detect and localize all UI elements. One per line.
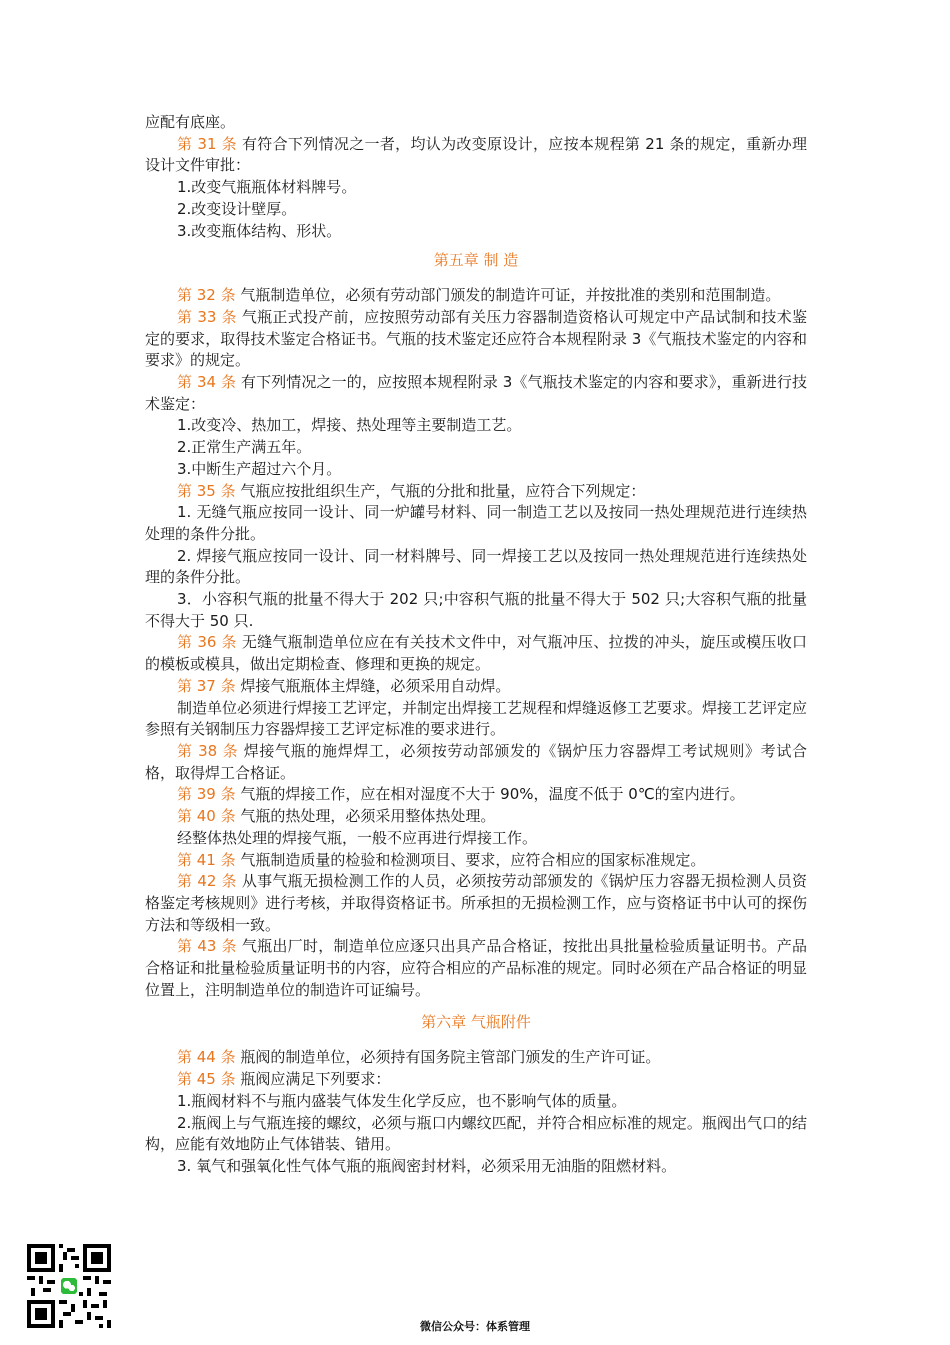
article-number: 第 38 条 [177,741,239,760]
article-text: 瓶阀应满足下列要求： [240,1070,391,1089]
article-text: 焊接气瓶的施焊焊工，必须按劳动部颁发的《锅炉压力容器焊工考试规则》考试合格，取得焊工合格证。 [145,741,807,782]
paragraph: 经整体热处理的焊接气瓶，一般不应再进行焊接工作。 [177,828,538,847]
article-36 [145,632,807,675]
article-text: 气瓶出厂时，制造单位应逐只出具产品合格证，按批出具批量检验质量证明书。产品合格证和批量检验质量证明书的内容，应符合相应的产品标准的规定。同时必须在产品合格证的明显位置上，注明制造单位的制造许可证编号。 [145,937,807,999]
article-text: 从事气瓶无损检测工作的人员，必须按劳动部颁发的《锅炉压力容器无损检测人员资格鉴定考核规则》进行考核，并取得资格证书。所承担的无损检测工作，应与资格证书中认可的探伤方法和等级相一致。 [145,872,807,934]
article-31 [145,134,807,177]
article-number: 第 32 条 [177,286,236,305]
article-number: 第 41 条 [177,850,236,869]
list-item: 3.中断生产超过六个月。 [177,459,342,478]
wechat-qr-code-icon [27,1244,111,1328]
list-item: 3．小容积气瓶的批量不得大于 202 只;中容积气瓶的批量不得大于 502 只;大容积气瓶的批量不得大于 50 只. [145,590,807,630]
chapter-heading: 第五章 制 造 [433,251,519,270]
list-item: 1. 无缝气瓶应按同一设计、同一炉罐号材料、同一制造工艺以及按同一热处理规范进行连续热处理的条件分批。 [145,503,807,543]
article-number: 第 40 条 [177,807,236,826]
article-number: 第 43 条 [177,937,237,956]
article-number: 第 34 条 [177,373,237,392]
article-text: 气瓶的热处理，必须采用整体热处理。 [240,807,496,826]
article-number: 第 42 条 [177,872,237,891]
article-number: 第 31 条 [177,134,237,153]
article-32 [145,285,807,307]
article-text: 瓶阀的制造单位，必须持有国务院主管部门颁发的生产许可证。 [240,1048,661,1067]
article-41 [145,850,807,872]
list-item: 3.改变瓶体结构、形状。 [177,221,342,240]
article-37 [145,676,807,698]
article-40 [145,806,807,828]
article-text: 气瓶的焊接工作，应在相对湿度不大于 90%，温度不低于 0℃的室内进行。 [240,785,745,804]
article-38 [145,741,807,784]
article-text: 有下列情况之一的，应按照本规程附录 3《气瓶技术鉴定的内容和要求》，重新进行技术鉴定： [145,373,807,413]
article-39 [145,784,807,806]
footer-caption: 微信公众号：体系管理 [420,1320,530,1333]
article-number: 第 35 条 [177,481,236,500]
list-item: 2.正常生产满五年。 [177,438,312,457]
list-item: 2.改变设计壁厚。 [177,199,297,218]
article-text: 气瓶制造单位，必须有劳动部门颁发的制造许可证，并按批准的类别和范围制造。 [240,286,781,305]
article-44 [145,1047,807,1069]
article-33 [145,307,807,372]
article-text: 气瓶正式投产前，应按照劳动部有关压力容器制造资格认可规定中产品试制和技术鉴定的要求，取得技术鉴定合格证书。气瓶的技术鉴定还应符合本规程附录 3《气瓶技术鉴定的内容和要求》的规定。 [145,307,807,370]
article-number: 第 33 条 [177,307,237,326]
paragraph: 制造单位必须进行焊接工艺评定，并制定出焊接工艺规程和焊缝返修工艺要求。焊接工艺评定应参照有关钢制压力容器焊接工艺评定标准的要求进行。 [145,698,808,739]
article-number: 第 36 条 [177,633,237,652]
article-text: 气瓶制造质量的检验和检测项目、要求，应符合相应的国家标准规定。 [240,850,706,869]
article-35 [145,481,807,503]
document-body [145,112,807,1178]
paragraph: 应配有底座。 [145,113,236,131]
article-text: 气瓶应按批组织生产，气瓶的分批和批量，应符合下列规定： [240,481,646,500]
article-34 [145,372,807,415]
article-number: 第 44 条 [177,1048,236,1067]
list-item: 1.改变冷、热加工，焊接、热处理等主要制造工艺。 [177,416,522,435]
list-item: 2. 焊接气瓶应按同一设计、同一材料牌号、同一焊接工艺以及按同一热处理规范进行连续热处理的条件分批。 [145,546,807,587]
list-item: 3. 氧气和强氧化性气体气瓶的瓶阀密封材料，必须采用无油脂的阻燃材料。 [177,1156,677,1175]
article-number: 第 37 条 [177,676,236,695]
article-text: 无缝气瓶制造单位应在有关技术文件中，对气瓶冲压、拉拨的冲头，旋压或模压收口的模板或模具，做出定期检查、修理和更换的规定。 [145,633,807,674]
article-text: 有符合下列情况之一者，均认为改变原设计，应按本规程第 21 条的规定，重新办理设计文件审批： [145,134,807,175]
list-item: 1.改变气瓶瓶体材料牌号。 [177,178,357,197]
list-item: 1.瓶阀材料不与瓶内盛装气体发生化学反应，也不影响气体的质量。 [177,1091,627,1110]
article-number: 第 45 条 [177,1070,236,1089]
article-42 [145,871,807,936]
article-45 [145,1069,807,1091]
article-number: 第 39 条 [177,785,236,804]
article-43 [145,936,807,1001]
chapter-heading: 第六章 气瓶附件 [421,1013,531,1032]
article-text: 焊接气瓶瓶体主焊缝，必须采用自动焊。 [240,676,511,695]
list-item: 2.瓶阀上与气瓶连接的螺纹，必须与瓶口内螺纹匹配，并符合相应标准的规定。瓶阀出气口的结构，应能有效地防止气体错装、错用。 [145,1113,807,1154]
